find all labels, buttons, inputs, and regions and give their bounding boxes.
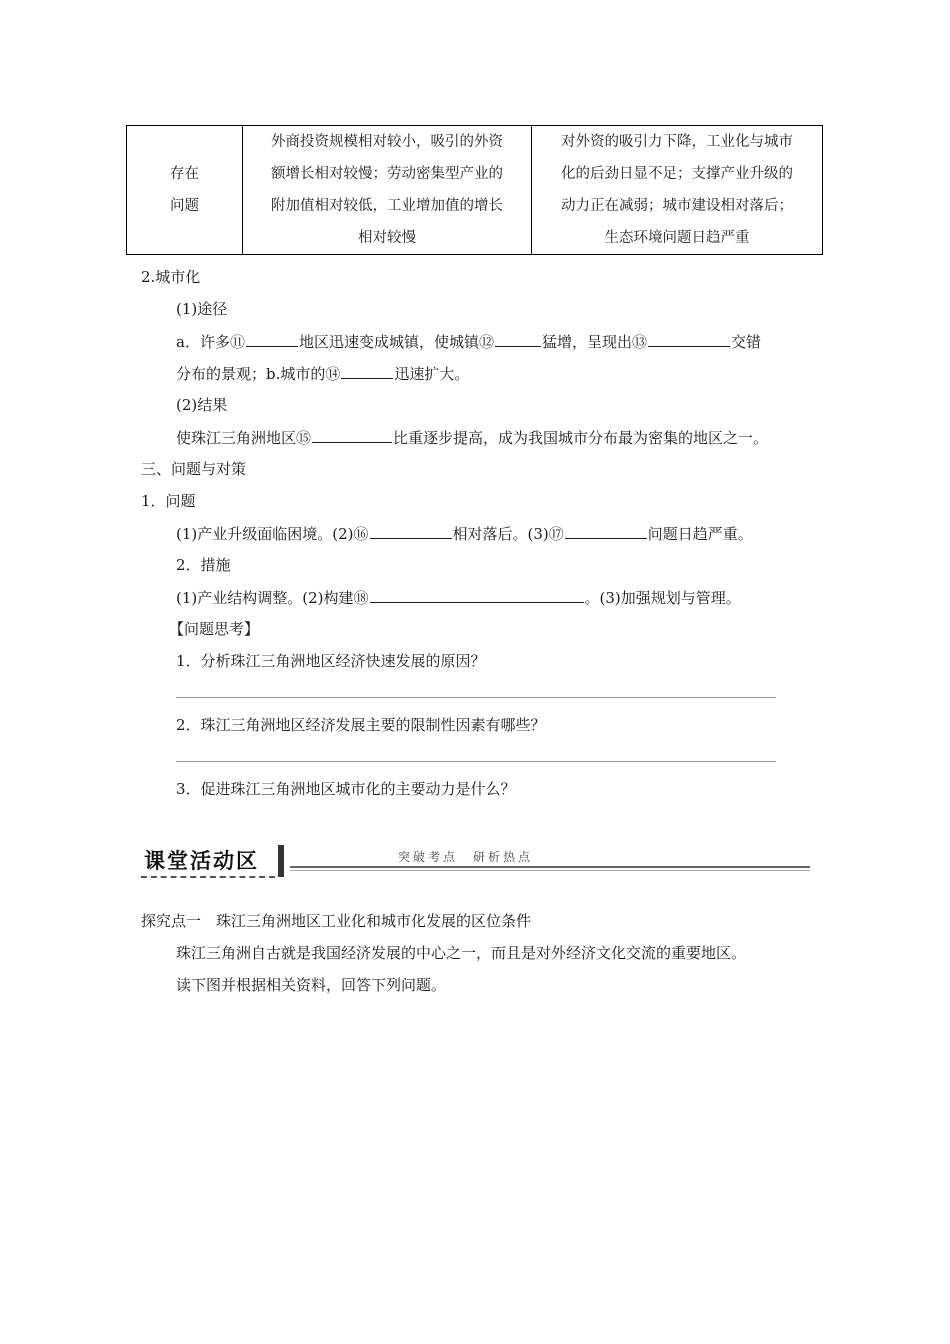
text-fragment: 。(3)加强规划与管理。 xyxy=(584,589,741,607)
cell-line: 外商投资规模相对较小，吸引的外资 xyxy=(271,134,503,150)
banner-bar xyxy=(278,845,284,877)
thinking-question-3: 3．促进珠江三角洲地区城市化的主要动力是什么？ xyxy=(176,780,516,798)
explore-paragraph-2: 读下图并根据相关资料，回答下列问题。 xyxy=(176,976,447,994)
banner-underline xyxy=(141,876,275,878)
cell-line: 对外资的吸引力下降，工业化与城市 xyxy=(561,134,793,150)
text-fragment: 分布的景观；b.城市的⑭ xyxy=(176,365,341,383)
text-fragment: 相对落后。(3)⑰ xyxy=(452,525,564,543)
cell-line: 额增长相对较慢；劳动密集型产业的 xyxy=(271,166,503,182)
blank-14[interactable] xyxy=(341,362,393,379)
cell-line: 化的后劲日显不足；支撑产业升级的 xyxy=(561,166,793,182)
text-fragment: a．许多⑪ xyxy=(176,333,245,351)
text-fragment: 比重逐步提高，成为我国城市分布最为密集的地区之一。 xyxy=(393,429,769,447)
cell-line: 生态环境问题日趋严重 xyxy=(604,230,750,246)
path-subheading: (1)途径 xyxy=(176,300,228,318)
text-fragment: 地区迅速变成城镇，使城镇⑫ xyxy=(298,333,494,351)
answer-line-1[interactable] xyxy=(176,697,776,698)
problems-line xyxy=(176,522,753,545)
table-row xyxy=(127,126,823,255)
blank-15[interactable] xyxy=(312,426,392,443)
row-header-line: 问题 xyxy=(170,198,199,214)
problems-cell-later xyxy=(532,126,823,255)
text-fragment: (1)产业升级面临困境。(2)⑯ xyxy=(176,525,369,543)
result-line xyxy=(176,426,768,449)
text-fragment: 使珠江三角洲地区⑮ xyxy=(176,429,312,447)
row-header-line: 存在 xyxy=(170,166,199,182)
blank-13[interactable] xyxy=(648,330,730,347)
banner-title: 课堂活动区 xyxy=(144,849,259,873)
banner-subtitle: 突破考点 研析热点 xyxy=(398,850,534,864)
text-fragment: 猛增，呈现出⑬ xyxy=(541,333,647,351)
path-line-b xyxy=(176,362,469,385)
measures-line xyxy=(176,586,741,609)
thinking-question-1: 1．分析珠江三角洲地区经济快速发展的原因？ xyxy=(176,652,486,670)
problems-heading: 1．问题 xyxy=(141,492,196,510)
text-fragment: 迅速扩大。 xyxy=(394,365,470,383)
blank-11[interactable] xyxy=(246,330,298,347)
measures-heading: 2．措施 xyxy=(176,556,231,574)
blank-12[interactable] xyxy=(495,330,541,347)
answer-line-2[interactable] xyxy=(176,761,776,762)
path-line-a xyxy=(176,330,761,353)
cell-line: 动力正在减弱；城市建设相对落后； xyxy=(561,198,793,214)
text-fragment: (1)产业结构调整。(2)构建⑱ xyxy=(176,589,369,607)
cell-line: 附加值相对较低，工业增加值的增长 xyxy=(271,198,503,214)
issues-table xyxy=(126,125,823,255)
blank-18[interactable] xyxy=(370,586,584,603)
urbanization-heading: 2.城市化 xyxy=(141,268,201,286)
blank-17[interactable] xyxy=(565,522,647,539)
result-subheading: (2)结果 xyxy=(176,396,228,414)
text-fragment: 问题日趋严重。 xyxy=(647,525,753,543)
blank-16[interactable] xyxy=(370,522,452,539)
explore-heading: 探究点一 珠江三角洲地区工业化和城市化发展的区位条件 xyxy=(141,912,532,930)
cell-line: 相对较慢 xyxy=(358,230,416,246)
thinking-heading: 【问题思考】 xyxy=(169,620,260,638)
banner-rule-thin xyxy=(290,870,810,871)
explore-paragraph-1: 珠江三角洲自古就是我国经济发展的中心之一，而且是对外经济文化交流的重要地区。 xyxy=(176,944,747,962)
banner-rule xyxy=(290,866,810,868)
problems-cell-early xyxy=(243,126,532,255)
text-fragment: 交错 xyxy=(730,333,761,351)
thinking-question-2: 2．珠江三角洲地区经济发展主要的限制性因素有哪些？ xyxy=(176,716,546,734)
section-three-heading: 三、问题与对策 xyxy=(141,460,247,478)
row-header-cell xyxy=(127,126,243,255)
